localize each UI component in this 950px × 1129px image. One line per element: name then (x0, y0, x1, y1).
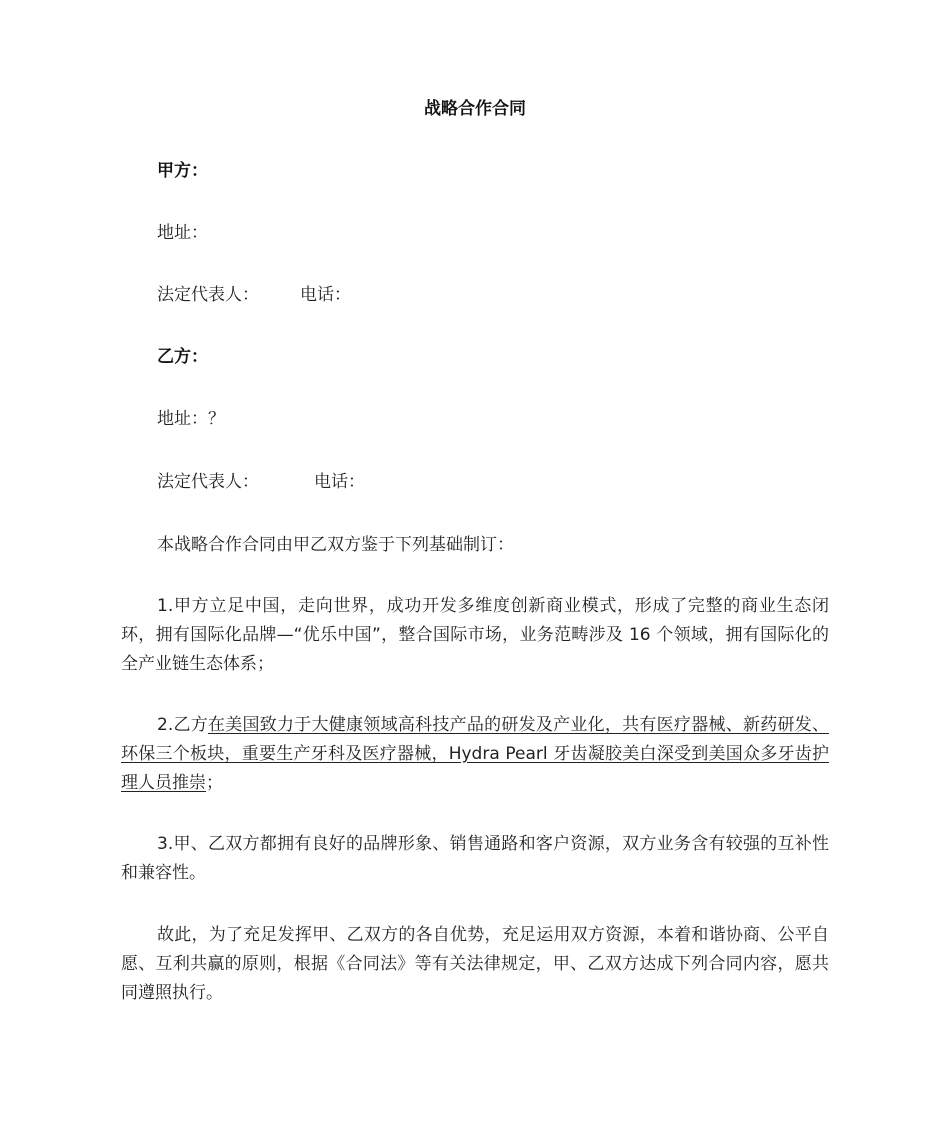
party-a-address-label: 地址： (157, 223, 208, 243)
party-a-phone-label: 电话： (300, 285, 351, 305)
clause-2 (121, 711, 829, 798)
party-b-address-label: 地址：？ (157, 409, 225, 429)
document-title: 战略合作合同 (424, 99, 526, 119)
party-a-representative-label: 法定代表人： (157, 285, 259, 305)
party-b-representative-label: 法定代表人： (157, 472, 259, 492)
party-b-label: 乙方： (157, 347, 208, 367)
clause-2-underlined-text: 在美国致力于大健康领域高科技产品的研发及产业化，共有医疗器械、新药研发、环保三个板块，重要生产牙科及医疗器械，Hydra Pearl 牙齿凝胶美白深受到美国众多牙齿护理人员推崇 (121, 715, 829, 793)
clause-2-prefix: 2.乙方 (157, 715, 208, 735)
party-b-phone-label: 电话： (314, 472, 365, 492)
conclusion-paragraph: 故此，为了充足发挥甲、乙双方的各自优势，充足运用双方资源，本着和谐协商、公平自愿、互利共赢的原则，根据《合同法》等有关法律规定，甲、乙双方达成下列合同内容，愿共同遵照执行。 (121, 925, 829, 1003)
clause-2-suffix: ； (206, 773, 223, 793)
clause-1: 1.甲方立足中国，走向世界，成功开发多维度创新商业模式，形成了完整的商业生态闭环，拥有国际化品牌—“优乐中国”，整合国际市场，业务范畴涉及 16 个领域，拥有国际化的全产业链生态体系； (121, 596, 829, 674)
intro-text: 本战略合作合同由甲乙双方鉴于下列基础制订： (157, 535, 514, 555)
party-a-label: 甲方： (157, 161, 208, 181)
clause-3: 3.甲、乙双方都拥有良好的品牌形象、销售通路和客户资源，双方业务含有较强的互补性和兼容性。 (121, 834, 829, 883)
